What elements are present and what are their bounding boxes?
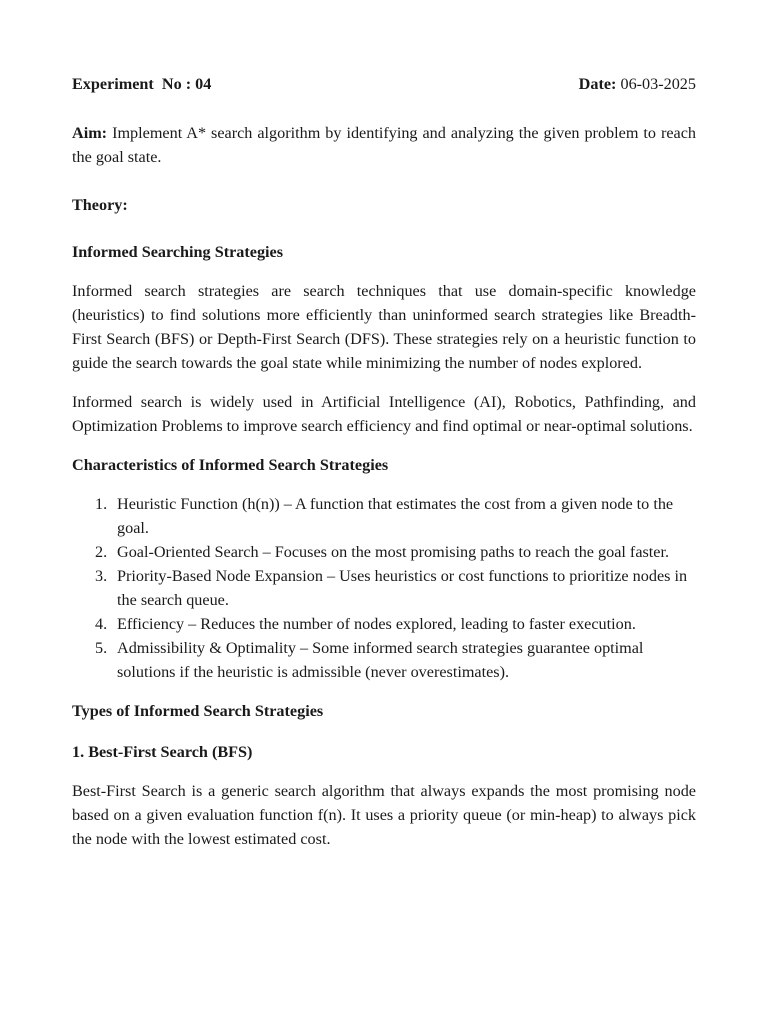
informed-paragraph-2: Informed search is widely used in Artificial Intelligence (AI), Robotics, Pathfinding, and Optimization Problems to improve search efficiency and find optimal or near-optimal solutions. bbox=[72, 393, 696, 435]
aim-label: Aim: bbox=[72, 124, 108, 142]
list-item-text: Admissibility & Optimality – Some informed search strategies guarantee optimal solutions if the heuristic is admissible (never overestimates). bbox=[117, 639, 644, 681]
informed-searching-heading: Informed Searching Strategies bbox=[72, 243, 284, 261]
types-heading: Types of Informed Search Strategies bbox=[72, 702, 324, 720]
list-item-text: Heuristic Function (h(n)) – A function that estimates the cost from a given node to the goal. bbox=[117, 495, 674, 537]
date-label: Date: bbox=[578, 75, 617, 93]
characteristics-heading: Characteristics of Informed Search Strategies bbox=[72, 456, 389, 474]
experiment-number: Experiment No : 04 bbox=[72, 75, 212, 93]
list-item bbox=[72, 636, 696, 684]
list-item-text: Goal-Oriented Search – Focuses on the most promising paths to reach the goal faster. bbox=[117, 543, 670, 561]
theory-heading: Theory: bbox=[72, 196, 128, 214]
document-page bbox=[72, 72, 696, 851]
list-item-number: 1. bbox=[95, 495, 108, 513]
list-item bbox=[72, 564, 696, 612]
list-item-number: 5. bbox=[95, 639, 108, 657]
aim-text: Implement A* search algorithm by identifying and analyzing the given problem to reach the goal state. bbox=[72, 124, 697, 166]
list-item bbox=[72, 540, 696, 564]
date-value: 06-03-2025 bbox=[620, 75, 696, 93]
experiment-header bbox=[72, 72, 696, 96]
best-first-search-paragraph: Best-First Search is a generic search algorithm that always expands the most promising node based on a given evaluation function f(n). It uses a priority queue (or min-heap) to always pick the node with the lowest estimated cost. bbox=[72, 782, 696, 848]
experiment-date bbox=[579, 72, 696, 96]
list-item bbox=[72, 492, 696, 540]
list-item bbox=[72, 612, 696, 636]
list-item-number: 2. bbox=[95, 543, 108, 561]
list-item-number: 4. bbox=[95, 615, 108, 633]
informed-paragraph-1: Informed search strategies are search techniques that use domain-specific knowledge (heuristics) to find solutions more efficiently than uninformed search strategies like Breadth-First Search (BFS) or Depth-First Search (DFS). These strategies rely on a heuristic function to guide the search towards the goal state while minimizing the number of nodes explored. bbox=[72, 282, 696, 372]
best-first-search-heading: 1. Best-First Search (BFS) bbox=[72, 743, 253, 761]
characteristics-list bbox=[72, 492, 696, 684]
list-item-number: 3. bbox=[95, 567, 108, 585]
list-item-text: Efficiency – Reduces the number of nodes explored, leading to faster execution. bbox=[117, 615, 636, 633]
aim-paragraph bbox=[72, 121, 696, 169]
list-item-text: Priority-Based Node Expansion – Uses heuristics or cost functions to prioritize nodes in the search queue. bbox=[117, 567, 688, 609]
